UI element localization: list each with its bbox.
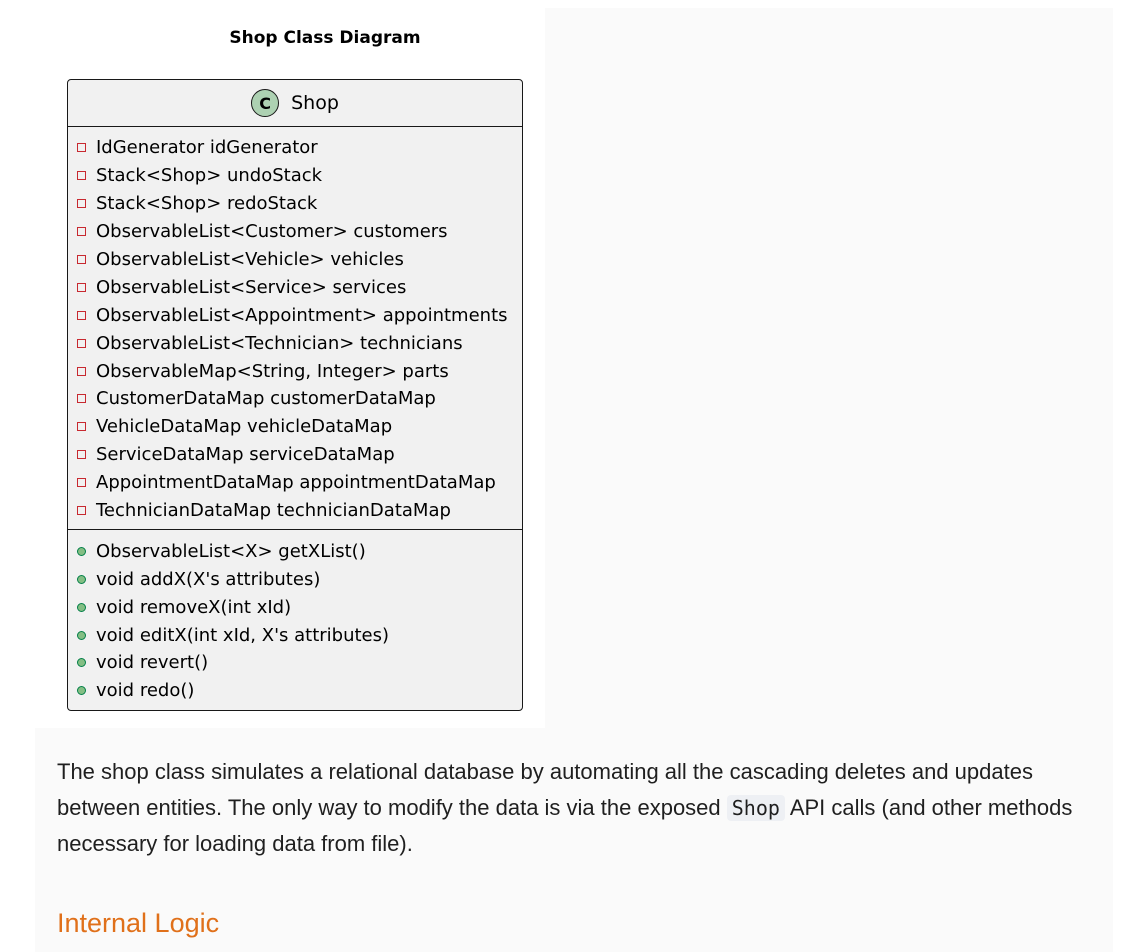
public-visibility-icon — [77, 631, 86, 640]
public-visibility-icon — [77, 547, 86, 556]
method-row — [68, 537, 522, 565]
field-label: ServiceDataMap serviceDataMap — [96, 444, 395, 466]
field-row — [68, 497, 522, 525]
field-row — [68, 218, 522, 246]
method-label: void addX(X's attributes) — [96, 568, 321, 590]
field-label: CustomerDataMap customerDataMap — [96, 388, 436, 410]
private-visibility-icon — [77, 199, 86, 208]
private-visibility-icon — [77, 450, 86, 459]
field-row — [68, 190, 522, 218]
field-row — [68, 413, 522, 441]
private-visibility-icon — [77, 171, 86, 180]
field-label: IdGenerator idGenerator — [96, 137, 318, 159]
field-label: Stack<Shop> undoStack — [96, 165, 323, 187]
public-visibility-icon — [77, 686, 86, 695]
private-visibility-icon — [77, 283, 86, 292]
field-label: ObservableMap<String, Integer> parts — [96, 360, 449, 382]
field-row — [68, 246, 522, 274]
private-visibility-icon — [77, 143, 86, 152]
field-row — [68, 301, 522, 329]
diagram-title: Shop Class Diagram — [229, 28, 421, 48]
private-visibility-icon — [77, 422, 86, 431]
private-visibility-icon — [77, 227, 86, 236]
field-label: AppointmentDataMap appointmentDataMap — [96, 472, 496, 494]
field-row — [68, 357, 522, 385]
field-row — [68, 329, 522, 357]
private-visibility-icon — [77, 255, 86, 264]
field-row — [68, 385, 522, 413]
description-paragraph — [57, 754, 1097, 862]
class-name: Shop — [291, 92, 339, 114]
method-label: void editX(int xId, X's attributes) — [96, 624, 390, 646]
private-visibility-icon — [77, 311, 86, 320]
field-label: ObservableList<Vehicle> vehicles — [96, 249, 404, 270]
field-row — [68, 162, 522, 190]
field-label: ObservableList<Service> services — [96, 276, 407, 298]
private-visibility-icon — [77, 506, 86, 515]
method-label: void redo() — [96, 680, 195, 702]
method-label: ObservableList<X> getXList() — [96, 540, 366, 562]
public-visibility-icon — [77, 603, 86, 612]
private-visibility-icon — [77, 394, 86, 403]
method-row — [68, 677, 522, 705]
description-text-after: API calls (and other methods necessary for loading data from file). — [57, 795, 1073, 856]
field-row — [68, 441, 522, 469]
method-row — [68, 649, 522, 677]
field-label: ObservableList<Technician> technicians — [96, 332, 463, 354]
field-label: ObservableList<Customer> customers — [96, 221, 448, 243]
method-row — [68, 621, 522, 649]
method-row — [68, 565, 522, 593]
public-visibility-icon — [77, 658, 86, 667]
class-header — [68, 80, 522, 127]
section-heading-internal-logic: Internal Logic — [57, 908, 220, 938]
class-stereotype-icon: C — [251, 89, 279, 117]
field-label: TechnicianDataMap technicianDataMap — [96, 500, 451, 522]
field-label: Stack<Shop> redoStack — [96, 193, 318, 215]
class-fields — [68, 127, 522, 530]
field-row — [68, 469, 522, 497]
public-visibility-icon — [77, 575, 86, 584]
inline-code-shop: Shop — [727, 795, 785, 821]
class-methods — [68, 530, 522, 704]
method-label: void removeX(int xId) — [96, 596, 292, 618]
field-label: ObservableList<Appointment> appointments — [96, 304, 508, 326]
field-label: VehicleDataMap vehicleDataMap — [96, 416, 393, 438]
method-row — [68, 593, 522, 621]
private-visibility-icon — [77, 339, 86, 348]
private-visibility-icon — [77, 367, 86, 376]
field-row — [68, 134, 522, 162]
field-row — [68, 273, 522, 301]
shop-class-box — [67, 79, 523, 711]
private-visibility-icon — [77, 478, 86, 487]
method-label: void revert() — [96, 652, 209, 674]
description-text-before: The shop class simulates a relational database by automating all the cascading deletes and updates between entities. The only way to modify the data is via the exposed — [57, 759, 1033, 820]
